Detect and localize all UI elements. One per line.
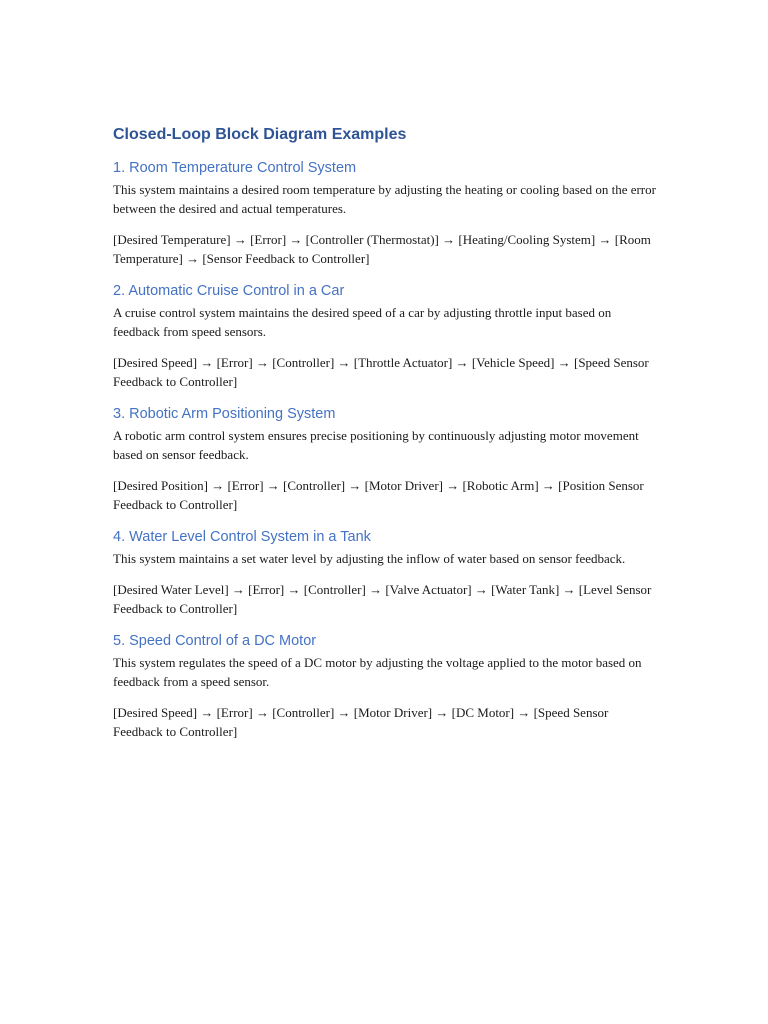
section-description: This system maintains a desired room temperature by adjusting the heating or cooling based on the error between the desired and actual temperatures.: [113, 182, 656, 216]
section-description: This system maintains a set water level by adjusting the inflow of water based on sensor feedback.: [113, 551, 626, 566]
section-room-temperature: [113, 158, 658, 268]
section-description: A robotic arm control system ensures precise positioning by continuously adjusting motor movement based on sensor feedback.: [113, 428, 639, 462]
block-diagram-flow: [Desired Temperature] → [Error] → [Controller (Thermostat)] → [Heating/Cooling System] → [Room Temperature] → [Sensor Feedback to Controller]: [113, 232, 651, 266]
section-heading: 5. Speed Control of a DC Motor: [113, 633, 317, 649]
block-diagram-flow: [Desired Position] → [Error] → [Controller] → [Motor Driver] → [Robotic Arm] → [Position Sensor Feedback to Controller]: [113, 478, 644, 512]
block-diagram-flow: [Desired Speed] → [Error] → [Controller] → [Throttle Actuator] → [Vehicle Speed] → [Speed Sensor Feedback to Controller]: [113, 355, 649, 389]
section-description: A cruise control system maintains the desired speed of a car by adjusting throttle input based on feedback from speed sensors.: [113, 305, 612, 339]
section-description: This system regulates the speed of a DC motor by adjusting the voltage applied to the motor based on feedback from a speed sensor.: [113, 655, 642, 689]
section-dc-motor: [113, 631, 658, 741]
block-diagram-flow: [Desired Speed] → [Error] → [Controller] → [Motor Driver] → [DC Motor] → [Speed Sensor Feedback to Controller]: [113, 705, 609, 739]
document-title: Closed-Loop Block Diagram Examples: [113, 126, 407, 143]
section-heading: 3. Robotic Arm Positioning System: [113, 406, 336, 422]
section-heading: 2. Automatic Cruise Control in a Car: [113, 283, 345, 299]
section-cruise-control: [113, 281, 658, 391]
section-water-level: [113, 527, 658, 618]
document-body: [113, 124, 658, 741]
block-diagram-flow: [Desired Water Level] → [Error] → [Controller] → [Valve Actuator] → [Water Tank] → [Level Sensor Feedback to Controller]: [113, 582, 652, 616]
section-heading: 1. Room Temperature Control System: [113, 160, 357, 176]
section-heading: 4. Water Level Control System in a Tank: [113, 529, 371, 545]
section-robotic-arm: [113, 404, 658, 514]
